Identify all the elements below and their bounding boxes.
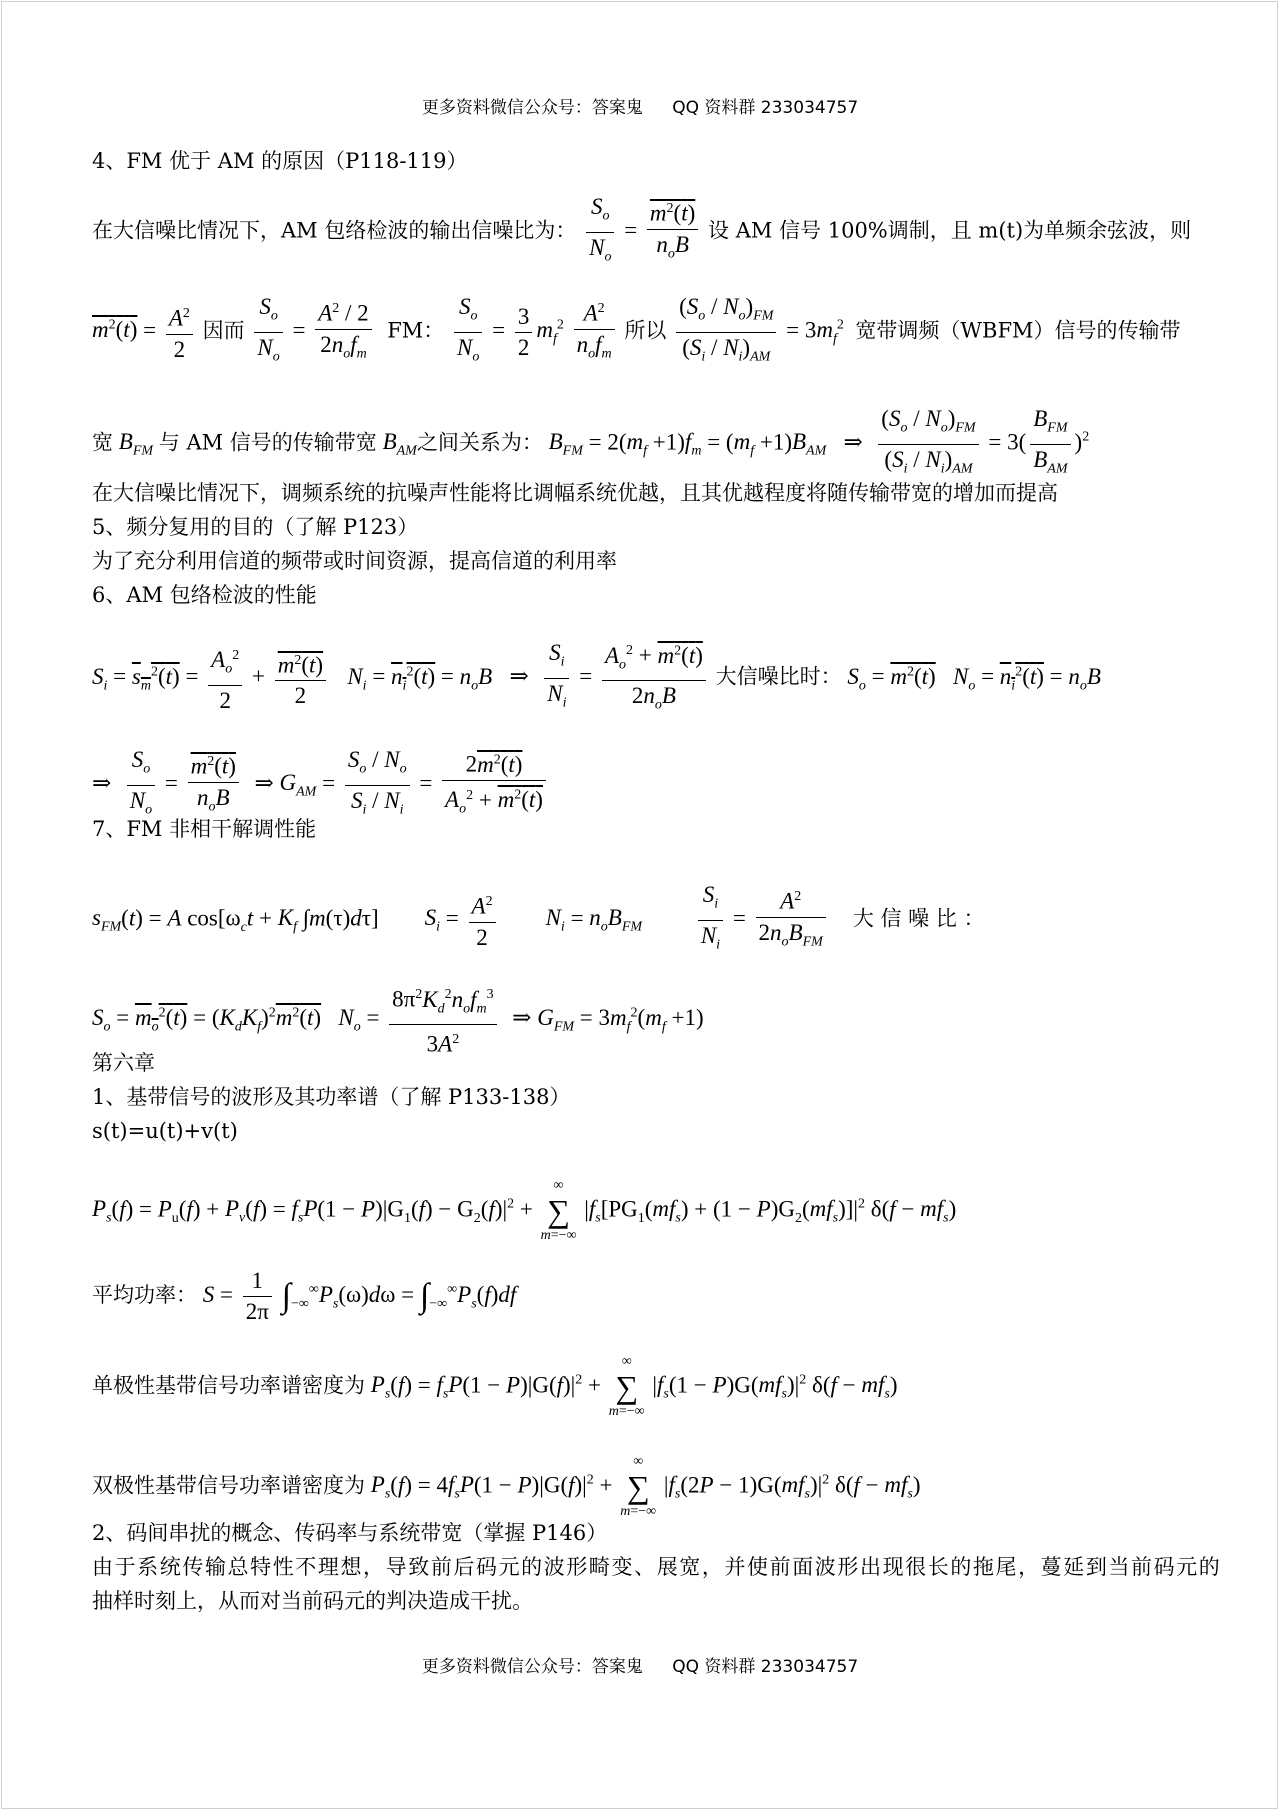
s6-daxin-text: 大信噪比时： (715, 664, 842, 689)
s4-conclusion: 在大信噪比情况下，调频系统的抗噪声性能将比调幅系统优越，且其优越程度将随传输带宽的增加而提高 (92, 481, 1058, 505)
s4-modulation-text: 设 AM 信号 100%调制，且 m(t)为单频余弦波，则 (708, 218, 1192, 243)
s4-wbfm-text: 宽带调频（WBFM）信号的传输带 (855, 318, 1181, 343)
s4-suoyi-text: 所以 (624, 318, 667, 343)
s4-zhijian-text: 之间关系为： (416, 430, 543, 455)
equation-fm-noncoherent-1: $s_{FM}(t) = A$ $\cos[\omega_ct + K_f$ ∫m(τ)dτ] $S_i$ = $\frac{A^2}{2}$ $N_i = n_oB_{FM}$ $\frac{S_i}{N_i}$ = $\frac{A^2}{2n_oB_{FM}}$ 大 信 噪 比 ： (92, 882, 985, 953)
isi-text-line-2: 抽样时刻上，从而对当前码元的判决造成干扰。 (92, 1589, 533, 1613)
s4-yu-text: 与 AM 信号的传输带宽 (158, 430, 377, 455)
page-header (0, 93, 1280, 118)
chapter-6-item-2-title: 2、码间串扰的概念、传码率与系统带宽（掌握 P146） (92, 1521, 608, 1545)
s4-fm-label: FM： (387, 318, 445, 343)
avg-power-label: 平均功率： (92, 1282, 197, 1307)
equation-am-envelope-1: $S_i = s_m^2(t)$ = $\frac{A_o^2}{2}$ + $\frac{m^2(t)}{2}$ $N_i = n_i^2(t) = n_oB$ ⇒ $\frac{S_i}{N_i}$ = $\frac{A_o^2 + m^2(t)}{2n_oB}$ 大信噪比时： $S_o = m^2(t)$ $N_o = n_i^2(t) = n_oB$ (92, 636, 1240, 721)
equation-fm-gain: $m^2(t)$ = $\frac{A^2}{2}$ 因而 $\frac{S_o}{N_o}$ = $\frac{A^2 / 2}{2n_of_m}$ FM： $\frac{S_o}{N_o}$ = $\frac{3}{2}$ $m_f^2$ $\frac{A^2}{n_of_m}$ 所以 $\frac{(S_o / N_o)_{FM}}{(S_i / N_i)_{AM}}$ = $3m_f^2$ 宽带调频（WBFM）信号的传输带 (92, 294, 1181, 365)
equation-power-spectrum: $P_s(f) = P_u(f) + P_v(f) = f_sP(1 - P)|G_1(f) - G_2(f)|^2$ + ∞ ∑ m=−∞ $|f_s[PG_1(mf_s) + (1 - P)G_2(mf_s)]|^2$ $\delta(f - mf_s)$ (92, 1178, 957, 1243)
equation-unipolar-psd: 单极性基带信号功率谱密度为 $P_s(f) = f_sP(1 - P)|G(f)|^2$ + ∞ ∑ m=−∞ $|f_s(1 - P)G(mf_s)|^2$ $\delta(f - mf_s)$ (92, 1354, 898, 1419)
chapter-6-title: 第六章 (92, 1051, 155, 1075)
equation-am-snr: 在大信噪比情况下，AM 包络检波的输出信噪比为： $\frac{S_o}{N_o}$ = $\frac{m^2(t)}{n_oB}$ 设 AM 信号 100%调制，且 m(t)为单频余弦波，则 (92, 194, 1192, 265)
equation-bandwidth: 宽 $B_{FM}$ 与 AM 信号的传输带宽 $B_{AM}$之间关系为： $B_{FM} = 2(m_f +1)f_m = (m_f +1)B_{AM}$ ⇒ $\frac{(S_o / N_o)_{FM}}{(S_i / N_i)_{AM}}$ = 3( $\frac{B_{FM}}{B_{AM}}$ )$^2$ (92, 406, 1090, 477)
signal-definition: s(t)=u(t)+v(t) (92, 1119, 238, 1143)
page-footer (0, 1652, 1280, 1677)
bipolar-label: 双极性基带信号功率谱密度为 (92, 1473, 365, 1498)
equation-fm-noncoherent-2: $S_o = m_o^2(t) = (K_dK_f)^2m^2(t)$ $N_o$ = $\frac{8\pi^2K_d^2n_of_m^3}{3A^2}$ ⇒ $G_{FM} = 3m_f^2(m_f +1)$ (92, 980, 1240, 1060)
section-4-title: 4、FM 优于 AM 的原因（P118-119） (92, 149, 468, 173)
section-5-title: 5、频分复用的目的（了解 P123） (92, 515, 419, 539)
header-qq: QQ 资料群 233034757 (672, 98, 859, 118)
isi-text-line-1: 由于系统传输总特性不理想，导致前后码元的波形畸变、展宽，并使前面波形出现很长的拖尾，蔓延到当前码元的 (92, 1555, 1220, 1579)
section-7-title: 7、FM 非相干解调性能 (92, 817, 317, 841)
header-wechat: 更多资料微信公众号：答案鬼 (421, 98, 643, 118)
section-6-title: 6、AM 包络检波的性能 (92, 583, 317, 607)
s4-yinger-text: 因而 (202, 318, 245, 343)
footer-wechat: 更多资料微信公众号：答案鬼 (421, 1657, 643, 1677)
s4-intro-text: 在大信噪比情况下，AM 包络检波的输出信噪比为： (92, 218, 577, 243)
footer-qq: QQ 资料群 233034757 (672, 1657, 859, 1677)
equation-average-power: 平均功率： S = $\frac{1}{2\pi}$ $\int_{-\infty}^\infty P_s(\omega)d\omega = \int_{-\infty}^\infty P_s(f)df$ (92, 1268, 517, 1324)
chapter-6-item-1-title: 1、基带信号的波形及其功率谱（了解 P133-138） (92, 1085, 571, 1109)
s7-daxin-text: 大 信 噪 比 ： (852, 906, 985, 931)
equation-bipolar-psd: 双极性基带信号功率谱密度为 $P_s(f) = 4f_sP(1 - P)|G(f)|^2$ + ∞ ∑ m=−∞ $|f_s(2P - 1)G(mf_s)|^2$ $\delta(f - mf_s)$ (92, 1454, 921, 1519)
unipolar-label: 单极性基带信号功率谱密度为 (92, 1373, 365, 1398)
equation-am-envelope-2: ⇒ $\frac{S_o}{N_o}$ = $\frac{m^2(t)}{n_oB}$ ⇒ $G_{AM}$ = $\frac{S_o / N_o}{S_i / N_i}$ = $\frac{2m^2(t)}{A_o^2 + m^2(t)}$ (92, 745, 1240, 825)
s5-text: 为了充分利用信道的频带或时间资源，提高信道的利用率 (92, 549, 617, 573)
s4-kuan-text: 宽 (92, 430, 113, 455)
